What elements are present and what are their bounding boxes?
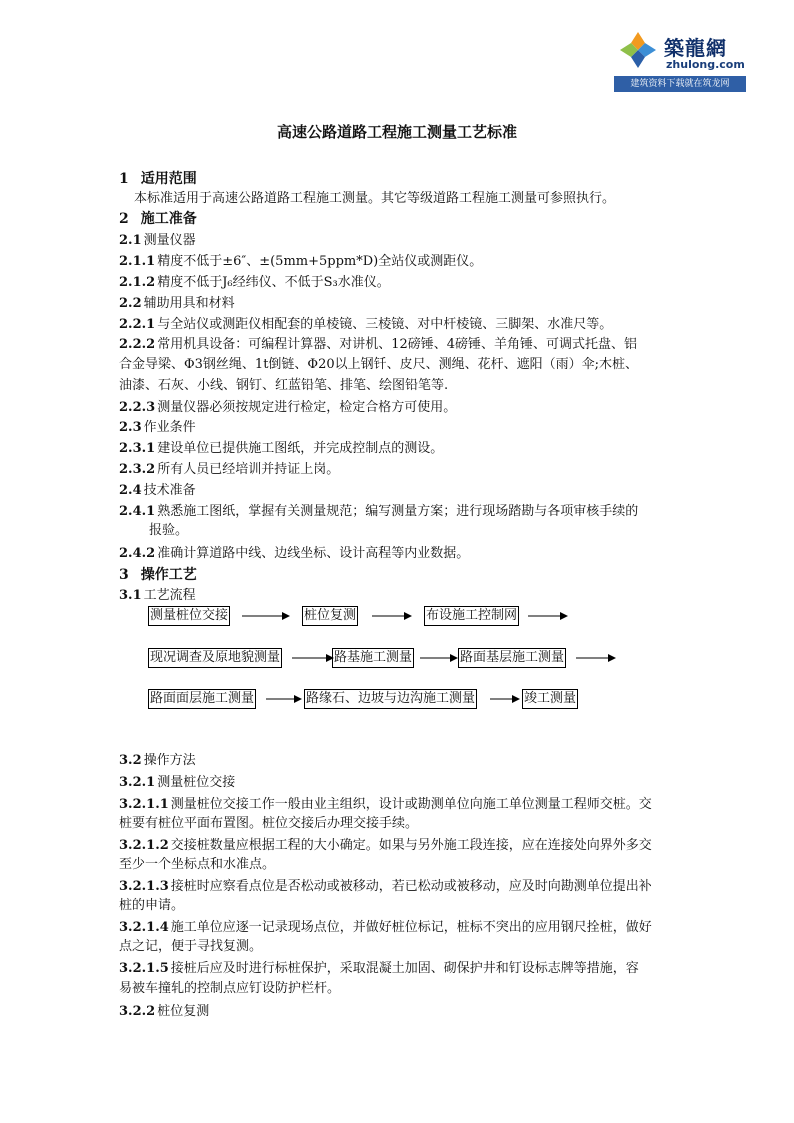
text-line (119, 587, 196, 605)
section-number: 3.2.1.3 (119, 879, 169, 894)
text-line (134, 190, 615, 208)
section-number: 1 (119, 171, 129, 187)
document-title: 高速公路道路工程施工测量工艺标准 (276, 123, 517, 141)
section-heading (119, 170, 197, 188)
line-text: 准确计算道路中线、边线坐标、设计高程等内业数据。 (157, 546, 470, 561)
line-text: 至少一个坐标点和水准点。 (119, 857, 276, 872)
line-text: 接桩后应及时进行标桩保护，采取混凝土加固、砌保护井和钉设标志牌等措施，容 (170, 961, 639, 976)
flow-step-1: 测量桩位交接 (148, 606, 230, 626)
flow-step-5: 路基施工测量 (332, 648, 414, 668)
section-number: 2.4.2 (119, 546, 156, 561)
line-text: 点之记，便于寻找复测。 (119, 939, 263, 954)
section-number: 3 (119, 567, 129, 583)
line-text: 辅助用具和材料 (143, 296, 235, 311)
section-number: 2.2.2 (119, 337, 156, 352)
text-line (149, 522, 188, 540)
line-text: 测量桩位交接工作一般由业主组织，设计或勘测单位向施工单位测量工程师交桩。交 (170, 797, 652, 812)
line-text: 接桩时应察看点位是否松动或被移动，若已松动或被移动，应及时向勘测单位提出补 (170, 879, 652, 894)
text-line (119, 461, 339, 479)
section-number: 2.1.1 (119, 254, 156, 269)
section-number: 3.2.1.1 (119, 797, 169, 812)
line-text: 适用范围 (140, 171, 197, 187)
flow-step-7: 路面面层施工测量 (148, 689, 256, 709)
line-text: 精度不低于±6″、±(5mm+5ppm*D)全站仪或测距仪。 (157, 254, 483, 269)
section-number: 2.2.1 (119, 317, 156, 332)
line-text: 测量仪器必须按规定进行检定，检定合格方可使用。 (157, 400, 457, 415)
text-line (119, 440, 443, 458)
section-number: 3.2.1.5 (119, 961, 169, 976)
line-text: 所有人员已经培训并持证上岗。 (157, 462, 340, 477)
text-line (119, 878, 652, 896)
flow-step-6: 路面基层施工测量 (458, 648, 566, 668)
text-line (119, 232, 196, 250)
line-text: 施工单位应逐一记录现场点位，并做好桩位标记，桩标不突出的应用钢尺拴桩，做好 (170, 920, 652, 935)
line-text: 熟悉施工图纸，掌握有关测量规范；编写测量方案；进行现场踏勘与各项审核手续的 (157, 504, 639, 519)
text-line (119, 295, 235, 313)
text-line (119, 980, 340, 998)
line-text: 精度不低于J₆经纬仪、不低于S₃水准仪。 (157, 275, 390, 290)
section-number: 3.2.1.2 (119, 838, 169, 853)
text-line (119, 774, 235, 792)
text-line (119, 482, 196, 500)
section-number: 2.4.1 (119, 504, 156, 519)
text-line (119, 815, 418, 833)
text-line (119, 377, 448, 395)
text-line (119, 253, 482, 271)
line-text: 技术准备 (143, 483, 196, 498)
text-line (119, 399, 456, 417)
text-line (119, 316, 612, 334)
text-line (119, 919, 652, 937)
section-number: 2.3.1 (119, 441, 156, 456)
text-line (119, 796, 652, 814)
line-text: 报验。 (149, 523, 189, 538)
logo-url: zhulong.com (666, 58, 745, 71)
line-text: 桩要有桩位平面布置图。桩位交接后办理交接手续。 (119, 816, 419, 831)
section-number: 2.3 (119, 420, 142, 435)
line-text: 本标准适用于高速公路道路工程施工测量。其它等级道路工程施工测量可参照执行。 (134, 191, 616, 206)
text-line (119, 752, 196, 770)
text-line (119, 503, 638, 521)
line-text: 常用机具设备：可编程计算器、对讲机、12磅锤、4磅锤、羊角锤、可调式托盘、铝 (157, 337, 638, 352)
logo-name: 築龍網 (664, 36, 727, 60)
flow-step-3: 布设施工控制网 (424, 606, 519, 626)
section-number: 3.2.2 (119, 1004, 156, 1019)
line-text: 油漆、石灰、小线、钢钉、红蓝铅笔、排笔、绘图铅笔等. (119, 378, 449, 393)
line-text: 合金导梁、Φ3钢丝绳、1t倒链、Φ20以上钢钎、皮尺、测绳、花杆、遮阳（雨）伞;木桩、 (119, 357, 639, 372)
text-line (119, 356, 638, 374)
line-text: 测量桩位交接 (157, 775, 236, 790)
section-number: 2.3.2 (119, 462, 156, 477)
flow-step-2: 桩位复测 (302, 606, 358, 626)
text-line (119, 336, 637, 354)
flow-step-9: 竣工测量 (522, 689, 578, 709)
flow-step-8: 路缘石、边坡与边沟施工测量 (304, 689, 477, 709)
section-number: 2.2.3 (119, 400, 156, 415)
line-text: 建设单位已提供施工图纸，并完成控制点的测设。 (157, 441, 444, 456)
line-text: 与全站仪或测距仪相配套的单棱镜、三棱镜、对中杆棱镜、三脚架、水准尺等。 (157, 317, 613, 332)
section-number: 2.4 (119, 483, 142, 498)
flow-step-4: 现况调查及原地貌测量 (148, 648, 282, 668)
text-line (119, 274, 390, 292)
text-line (119, 837, 652, 855)
line-text: 易被车撞轧的控制点应钉设防护栏杆。 (119, 981, 341, 996)
section-number: 3.2.1.4 (119, 920, 169, 935)
text-line (119, 856, 275, 874)
section-number: 2.1.2 (119, 275, 156, 290)
line-text: 测量仪器 (143, 233, 196, 248)
section-number: 2.1 (119, 233, 142, 248)
text-line (119, 960, 639, 978)
section-heading (119, 566, 197, 584)
text-line (119, 419, 196, 437)
line-text: 桩位复测 (157, 1004, 210, 1019)
line-text: 桩的申请。 (119, 898, 185, 913)
line-text: 交接桩数量应根据工程的大小确定。如果与另外施工段连接，应在连接处向界外多交 (170, 838, 652, 853)
text-line (119, 545, 469, 563)
section-number: 2.2 (119, 296, 142, 311)
zhulong-logo (614, 24, 746, 92)
line-text: 操作工艺 (140, 567, 197, 583)
line-text: 作业条件 (143, 420, 196, 435)
line-text: 操作方法 (143, 753, 196, 768)
text-line (119, 1003, 209, 1021)
text-line (119, 897, 184, 915)
logo-emblem-icon (618, 30, 658, 70)
section-number: 3.2 (119, 753, 142, 768)
text-line (119, 938, 262, 956)
logo-slogan: 建筑资料下载就在筑龙网 (614, 76, 746, 92)
section-number: 3.2.1 (119, 775, 156, 790)
line-text: 工艺流程 (143, 588, 196, 603)
line-text: 施工准备 (140, 211, 197, 227)
section-heading (119, 210, 197, 228)
section-number: 2 (119, 211, 129, 227)
section-number: 3.1 (119, 588, 142, 603)
